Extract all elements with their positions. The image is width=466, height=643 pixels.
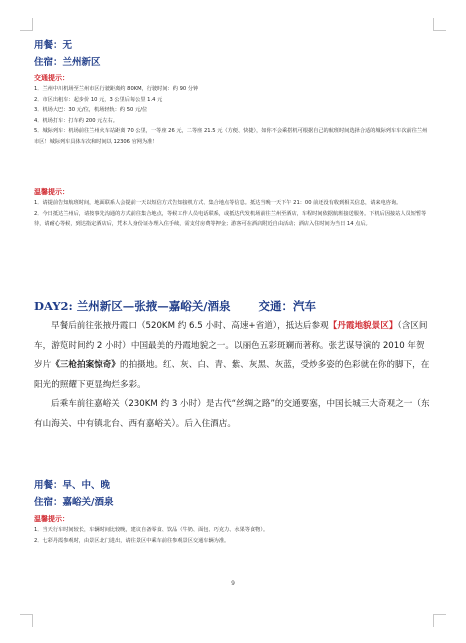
- day2-transport: 交通：汽车: [258, 299, 316, 313]
- warm-tips-list-day1: [34, 198, 432, 230]
- traffic-tip: 4．机场打车：打车约 200 元左右。: [34, 117, 118, 124]
- paragraph-danxia: 早餐后前往张掖丹霞口（520KM 约 6.5 小时、高速+省道），抵达后参观【丹霞地貌景区】（含区间车，游览时间约 2 小时）中国最美的丹霞地貌之一。以丽色五彩斑斓而著称。张艺谋导演的 2010 年贺岁片《三枪拍案惊奇》的拍摄地。红、灰、白、青、紫、灰黑、灰蓝，受炒多姿的色彩就在你的脚下，在阳光的照耀下更显绚烂多彩。: [34, 321, 430, 390]
- warm-tip: 2．七彩丹霞参观时，由景区北门进出，请往景区中乘车前往参观景区交通车辆为准。: [34, 537, 230, 544]
- meal-line-day1: 用餐：无: [34, 40, 73, 51]
- warm-tips-list-day2: [34, 525, 432, 546]
- warm-tips-title-day2: 温馨提示：: [34, 515, 69, 523]
- traffic-tips-title: 交通提示：: [34, 74, 69, 82]
- crop-mark-top-left: [20, 18, 33, 31]
- paragraph-jiayuguan: 后乘车前往嘉峪关（230KM 约 3 小时）是古代“丝绸之路”的交通要塞，中国长城三大奇观之一（东有山海关、中有镇北台、西有嘉峪关）。后入住酒店。: [34, 399, 430, 429]
- day2-title: DAY2: 兰州新区—张掖—嘉峪关/酒泉: [34, 299, 231, 313]
- day2-heading: [34, 298, 316, 314]
- stay-line-day1: 住宿：兰州新区: [34, 57, 101, 68]
- warm-tip: 1．当天行车时间较长，车辆时间比较晚，建议自备零食、饮品（牛奶、面包、巧克力、水果等食物）。: [34, 527, 269, 533]
- traffic-tips-list: [34, 84, 432, 148]
- traffic-tip: 3．机场大巴：30 元/位，机场轻轨：约 50 元/位: [34, 107, 148, 114]
- day2-description: [34, 317, 432, 434]
- crop-mark-bottom-left: [20, 614, 33, 627]
- page-number: 9: [231, 580, 235, 587]
- highlight-danxia: 【丹霞地貌景区】: [328, 321, 398, 331]
- warm-tips-title-day1: 温馨提示：: [34, 188, 69, 196]
- traffic-tip: 1．兰州中川机场至兰州市区行驶距离约 80KM，行驶时间：约 90 分钟: [34, 86, 199, 92]
- meal-line-day2: 用餐：早、中、晚: [34, 480, 111, 491]
- film-title: 《三枪拍案惊奇》: [51, 360, 120, 370]
- stay-line-day2: 住宿：嘉峪关/酒泉: [34, 497, 114, 508]
- warm-tip: 1．请提前告知航班时间，地面联系人会提前一天以短信方式告知接机方式、集合地点等信息。抵达当晚一天下午 21：00 前还没有收到相关信息，请来电咨询。: [34, 200, 402, 206]
- warm-tip: 2．今日抵达兰州后，请按事先沟通的方式前往集合地点，等候工作人员电话联系，或抵达代发机场前往兰州至酒店，车程时间依据航班接送服务。下机后因接站人员短暂等待，请耐心等候，到达指定酒店后，凭本人身份证办理入住手续，需支付房费等押金；游客可在酒店附近自由活动；酒店入住时间为当日 14 点后。: [34, 210, 427, 228]
- traffic-tip: 2．市区出租车：起步价 10 元，3 公里后每公里 1.4 元: [34, 96, 163, 103]
- traffic-tip: 5．城际列车：机场前往兰州火车站距离 70 公里，一等座 26 元，二等座 21.5 元（方便、快捷），如你不会乘搭机可根据自己的航班时间选择合适的城际列车车次前往兰州市区！城际列车具体车次和时间以 12306 官网为准！: [34, 128, 428, 145]
- crop-mark-bottom-right: [433, 614, 446, 627]
- crop-mark-top-right: [433, 18, 446, 31]
